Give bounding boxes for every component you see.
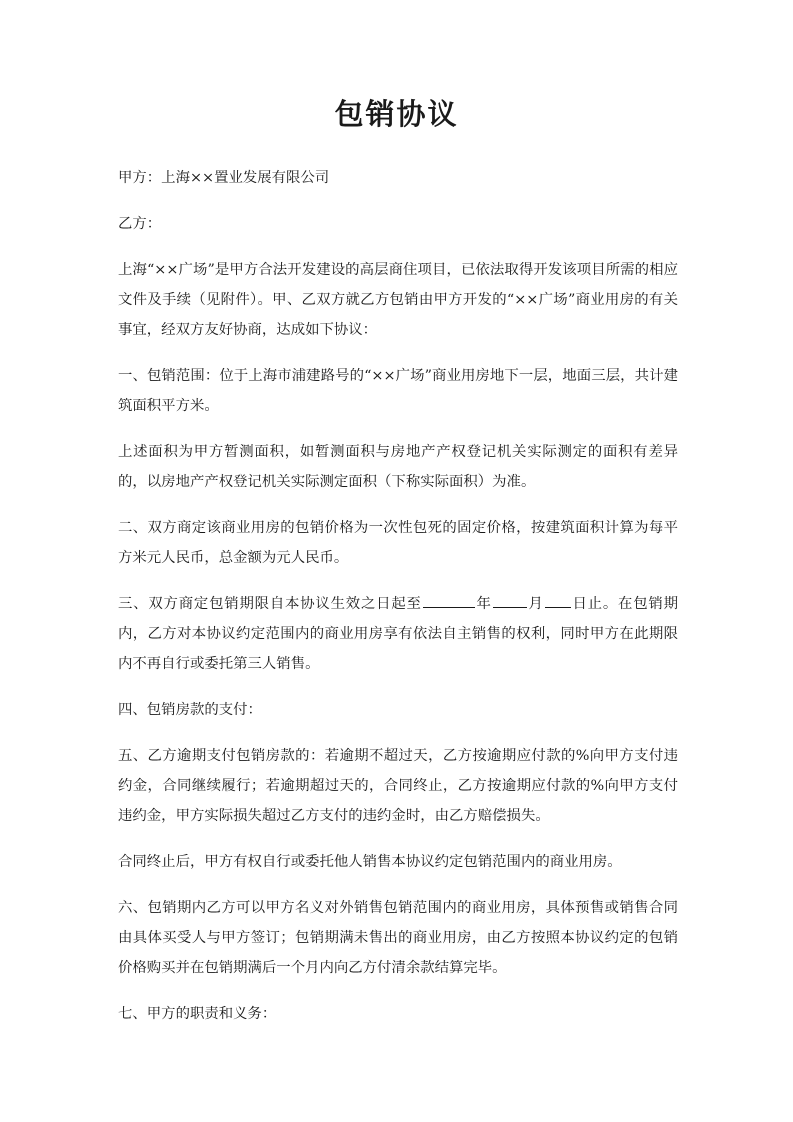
document-body xyxy=(118,163,678,1045)
preamble-paragraph: 上海“××广场”是甲方合法开发建设的高层商住项目，已依法取得开发该项目所需的相应文件及手续（见附件）。甲、乙双方就乙方包销由甲方开发的“××广场”商业用房的有关事宜，经双方友好协商，达成如下协议： xyxy=(118,262,678,338)
clause-3-paragraph xyxy=(118,589,678,679)
document-title: 包销协议 xyxy=(334,97,459,131)
party-a-line: 甲方：上海××置业发展有限公司 xyxy=(118,170,330,186)
clause-6-paragraph: 六、包销期内乙方可以甲方名义对外销售包销范围内的商业用房，具体预售或销售合同由具体买受人与甲方签订；包销期满未售出的商业用房，由乙方按照本协议约定的包销价格购买并在包销期满后一个月内向乙方付清余款结算完毕。 xyxy=(118,900,678,976)
day-blank-line xyxy=(545,592,571,608)
clause-3-year-label: 年 xyxy=(475,596,492,612)
clause-3-part-1: 三、双方商定包销期限自本协议生效之日起至 xyxy=(118,596,422,612)
clause-7-paragraph: 七、甲方的职责和义务： xyxy=(118,1006,277,1022)
clause-1-paragraph: 一、包销范围：位于上海市浦建路号的“××广场”商业用房地下一层，地面三层，共计建筑面积平方米。 xyxy=(118,368,678,414)
clause-3-month-label: 月 xyxy=(527,596,544,612)
clause-3-part-2: 日止。在包销期内，乙方对本协议约定范围内的商业用房享有依法自主销售的权利，同时甲方在此期限内不再自行或委托第三人销售。 xyxy=(118,596,678,672)
clause-5-paragraph: 五、乙方逾期支付包销房款的：若逾期不超过天，乙方按逾期应付款的%向甲方支付违约金，合同继续履行；若逾期超过天的，合同终止，乙方按逾期应付款的%向甲方支付违约金，甲方实际损失超过乙方支付的违约金时，由乙方赔偿损失。 xyxy=(118,748,678,824)
clause-4-paragraph: 四、包销房款的支付： xyxy=(118,702,262,718)
month-blank-line xyxy=(493,592,527,608)
year-blank-line xyxy=(423,592,475,608)
clause-5-note-paragraph: 合同终止后，甲方有权自行或委托他人销售本协议约定包销范围内的商业用房。 xyxy=(118,854,622,870)
party-b-line: 乙方： xyxy=(118,216,162,232)
clause-2-paragraph: 二、双方商定该商业用房的包销价格为一次性包死的固定价格，按建筑面积计算为每平方米元人民币，总金额为元人民币。 xyxy=(118,520,678,566)
clause-1-note-paragraph: 上述面积为甲方暂测面积，如暂测面积与房地产产权登记机关实际测定的面积有差异的，以房地产产权登记机关实际测定面积（下称实际面积）为准。 xyxy=(118,444,678,490)
